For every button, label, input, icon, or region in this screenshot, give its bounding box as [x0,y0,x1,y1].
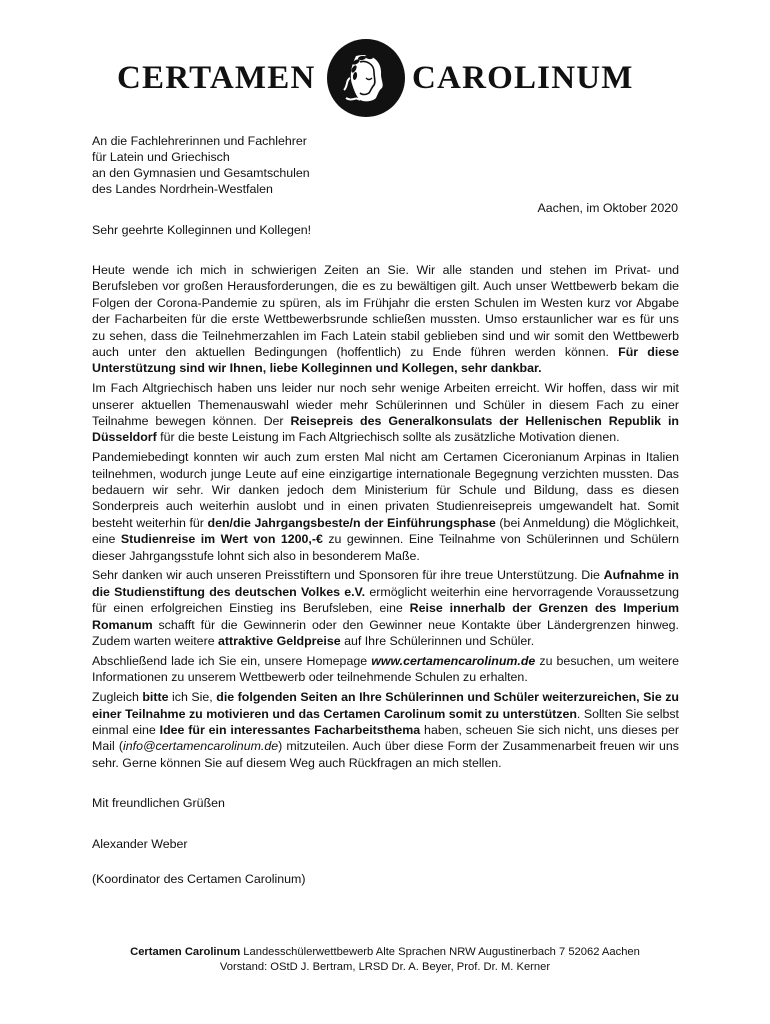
bold-run: Aufnahme in die Studienstiftung des deutschen Volkes e.V. [92,568,679,599]
letter-date: Aachen, im Oktober 2020 [537,201,678,215]
text-run: (bei Anmeldung) die Möglichkeit, eine [92,515,680,547]
text-run: auf Ihre Schülerinnen und Schüler. [340,634,535,649]
letter-footer [0,945,770,975]
bold-run: die folgenden Seiten an Ihre Schülerinnen und Schüler weiterzureichen, Sie zu einer Teilnahme zu motivieren und das Certamen Carolinum somit zu unterstützen [92,690,679,721]
bold-run: Reise innerhalb der Grenzen des Imperium Romanum [92,601,679,632]
text-run: für die beste Leistung im Fach Altgriechisch sollte als zusätzliche Motivation dienen. [156,430,620,445]
footer-org: Certamen Carolinum [130,946,241,958]
bold-run: Für diese Unterstützung sind wir Ihnen, liebe Kolleginnen und Kollegen, sehr dankbar. [92,345,679,376]
brand-word-right: CAROLINUM [412,60,634,96]
footer-board: Vorstand: OStD J. Bertram, LRSD Dr. A. Beyer, Prof. Dr. M. Kerner [219,961,551,973]
email-link[interactable]: info@certamencarolinum.de [122,739,279,754]
text-run: . Sollten Sie selbst einmal eine [92,706,679,737]
bold-run: Studienreise im Wert von 1200,-€ [120,532,323,547]
address-line: An die Fachlehrerinnen und Fachlehrer [92,134,307,148]
signer-role: (Koordinator des Certamen Carolinum) [92,872,306,886]
salutation: Sehr geehrte Kolleginnen und Kollegen! [92,223,312,237]
paragraph [92,380,679,446]
footer-line [0,945,770,960]
homepage-link[interactable]: www.certamencarolinum.de [371,653,536,668]
text-run: zu gewinnen. Eine Teilnahme von Schülerinnen und Schülern dieser Jahrgangsstufe lohnt sich also in besonderem Maße. [92,532,679,563]
paragraph [92,262,679,377]
paragraph [92,689,679,771]
signer-name: Alexander Weber [92,837,188,851]
footer-address: Landesschülerwettbewerb Alte Sprachen NRW Augustinerbach 7 52062 Aachen [240,946,640,958]
text-run: Sehr danken wir auch unseren Preisstiftern und Sponsoren für ihre treue Unterstützung. Die [92,568,604,583]
text-run: Zugleich [92,690,143,705]
closing-greeting: Mit freundlichen Grüßen [92,796,225,810]
text-run: Abschließend lade ich Sie ein, unsere Homepage [92,653,372,668]
address-line: an den Gymnasien und Gesamtschulen [92,166,310,180]
address-line: des Landes Nordrhein-Westfalen [92,182,273,196]
bold-run: Idee für ein interessantes Facharbeitsthema [159,722,421,737]
brand-word-left: CERTAMEN [117,60,316,96]
address-line: für Latein und Griechisch [92,150,230,164]
letter-body [92,262,679,775]
bold-run: attraktive Geldpreise [218,634,341,649]
text-run: Heute wende ich mich in schwierigen Zeiten an Sie. Wir alle standen und stehen im Privat- und Berufsleben vor großen Herausforderungen, die es zu bewältigen gilt. Auch unser Wettbewerb bekam die Folgen der Corona-Pandemie zu spüren, als im Frühjahr die ersten Schulen im Westen kurz vor Abgabe der Facharbeiten für die erste Wettbewerbsrunde schließen mussten. Umso erstaunlicher war es für uns zu sehen, dass die Teilnehmerzahlen im Fach Latein stabil geblieben sind und wir somit den Wettbewerb auch unter den aktuellen Bedingungen (hoffentlich) zu Ende führen werden können. [92,263,679,360]
text-run: haben, scheuen Sie sich nicht, uns dieses per Mail ( [92,722,680,754]
laurel-crowned-profile-icon [326,38,406,118]
text-run: ) mitzuteilen. Auch über diese Form der Zusammenarbeit freuen wir uns sehr. Gerne können Sie auf diesem Weg auch Rückfragen an mich stellen. [92,739,679,770]
text-run: Im Fach Altgriechisch haben uns leider nur noch sehr wenige Arbeiten erreicht. Wir hoffen, dass wir mit unserer aktuellen Themenauswahl wieder mehr Schülerinnen und Schüler in diesem Fach zu einer Teilnahme bewegen können. Der [92,381,679,429]
paragraph [92,653,679,686]
bold-run: bitte [142,690,169,705]
text-run: ich Sie, [168,690,217,705]
bold-run: den/die Jahrgangsbeste/n der Einführungsphase [207,515,496,530]
text-run: schafft für die Gewinnerin oder den Gewinner neue Kontakte über Ländergrenzen hinweg. Zudem warten weitere [92,617,679,649]
letterhead [0,34,770,114]
text-run: ermöglicht weiterhin eine hervorragende Voraussetzung für einen erfolgreichen Einstieg ins Berufsleben, eine [92,584,679,616]
text-run: Pandemiebedingt konnten wir auch zum ersten Mal nicht am Certamen Ciceronianum Arpinas in Italien teilnehmen, wodurch junge Leute auf eine einzigartige internationale Begegnung verzichten mussten. Das bedauern wir sehr. Wir danken jedoch dem Ministerium für Schule und Bildung, dass es diesen Sonderpreis auch weiterhin auslobt und in einen privaten Studienreisepreis umgewandelt hat. Somit besteht weiterhin für [92,450,679,530]
recipient-address [92,133,310,197]
paragraph [92,449,679,564]
text-run: zu besuchen, um weitere Informationen zu unserem Wettbewerb oder teilnehmende Schulen zu erhalten. [92,653,679,685]
bold-run: Reisepreis des Generalkonsulats der Hellenischen Republik in Düsseldorf [92,414,679,445]
paragraph [92,567,679,649]
